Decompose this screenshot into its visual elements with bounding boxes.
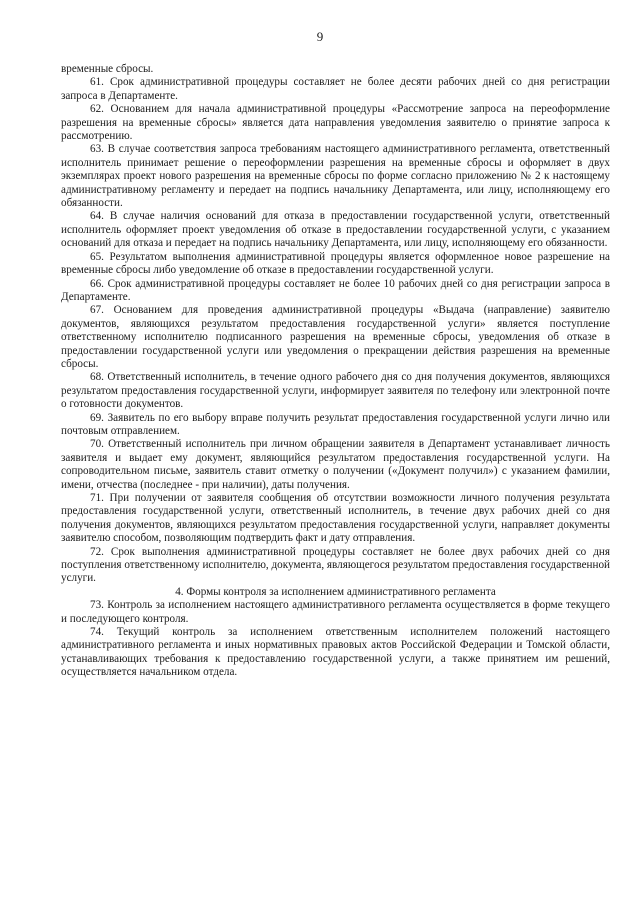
paragraph-69: 69. Заявитель по его выбору вправе получить результат предоставления государственной услуги лично или почтовым отправлением. (61, 411, 610, 437)
paragraph-73: 73. Контроль за исполнением настоящего административного регламента осуществляется в форме текущего и последующего контроля. (61, 599, 610, 625)
paragraph-72: 72. Срок выполнения административной процедуры составляет не более двух рабочих дней со дня поступления ответственному исполнителю, документа, являющегося результатом предоставления государственной услуги. (61, 545, 610, 585)
paragraph-continuation: временные сбросы. (61, 63, 154, 75)
section-title: 4. Формы контроля за исполнением административного регламента (175, 585, 496, 598)
paragraph-67: 67. Основанием для проведения административной процедуры «Выдача (направление) заявителю документов, являющихся результатом предоставления государственной услуги» является поступление ответственному исполнителю подписанного разрешения на временные сбросы, уведомления об отказе в предоставлении государственной услуги или уведомления о прекращении действия разрешения на временные сбросы. (61, 304, 610, 370)
paragraph-66: 66. Срок административной процедуры составляет не более 10 рабочих дней со дня регистрации запроса в Департаменте. (61, 277, 610, 303)
paragraph-64: 64. В случае наличия оснований для отказа в предоставлении государственной услуги, ответственный исполнитель оформляет проект уведомления об отказе в предоставлении государственной услуги, с указанием оснований для отказа и передает на подпись начальнику Департамента, или лицу, исполняющему его обязанности. (61, 210, 610, 250)
paragraph-65: 65. Результатом выполнения административной процедуры является оформленное новое разрешение на временные сбросы либо уведомление об отказе в предоставлении государственной услуги. (61, 250, 610, 277)
page-number: 9 (316, 29, 324, 44)
paragraph-68: 68. Ответственный исполнитель, в течение одного рабочего дня со дня получения документов, являющихся результатом предоставления государственной услуги, информирует заявителя по телефону или электронной почте о готовности документов. (61, 371, 610, 411)
paragraph-70: 70. Ответственный исполнитель при личном обращении заявителя в Департамент устанавливает личность заявителя и выдает ему документ, являющийся результатом предоставления государственной услуги. На сопроводительном письме, заявитель ставит отметку о получении («Документ получил») с указанием фамилии, имени, отчества (последнее - при наличии), даты получения. (61, 438, 610, 491)
paragraph-62: 62. Основанием для начала административной процедуры «Рассмотрение запроса на переоформление разрешения на временные сбросы» является дата направления уведомления заявителю о принятие запроса к рассмотрению. (61, 103, 610, 143)
paragraph-61: 61. Срок административной процедуры составляет не более десяти рабочих дней со дня регистрации запроса в Департаменте. (61, 76, 610, 102)
paragraph-74: 74. Текущий контроль за исполнением ответственным исполнителем положений настоящего административного регламента и иных нормативных правовых актов Российской Федерации и Томской области, устанавливающих требования к предоставлению государственной услуги, а также принятием им решений, осуществляется начальником отдела. (61, 626, 610, 679)
document-body (61, 63, 610, 680)
paragraph-71: 71. При получении от заявителя сообщения об отсутствии возможности личного получения результата предоставления государственной услуги, ответственный исполнитель, в течение двух рабочих дней со дня получения документов, являющихся результатом предоставления государственной услуги, направляет документы заявителю способом, позволяющим подтвердить факт и дату отправления. (61, 492, 610, 545)
paragraph-63: 63. В случае соответствия запроса требованиям настоящего административного регламента, ответственный исполнитель принимает решение о переоформлении разрешения на временные сбросы и оформляет в двух экземплярах проект нового разрешения на временные сбросы по форме согласно приложению № 2 к настоящему административному регламенту и передает на подпись начальнику Департамента, или лицу, исполняющему его обязанности. (61, 143, 610, 210)
